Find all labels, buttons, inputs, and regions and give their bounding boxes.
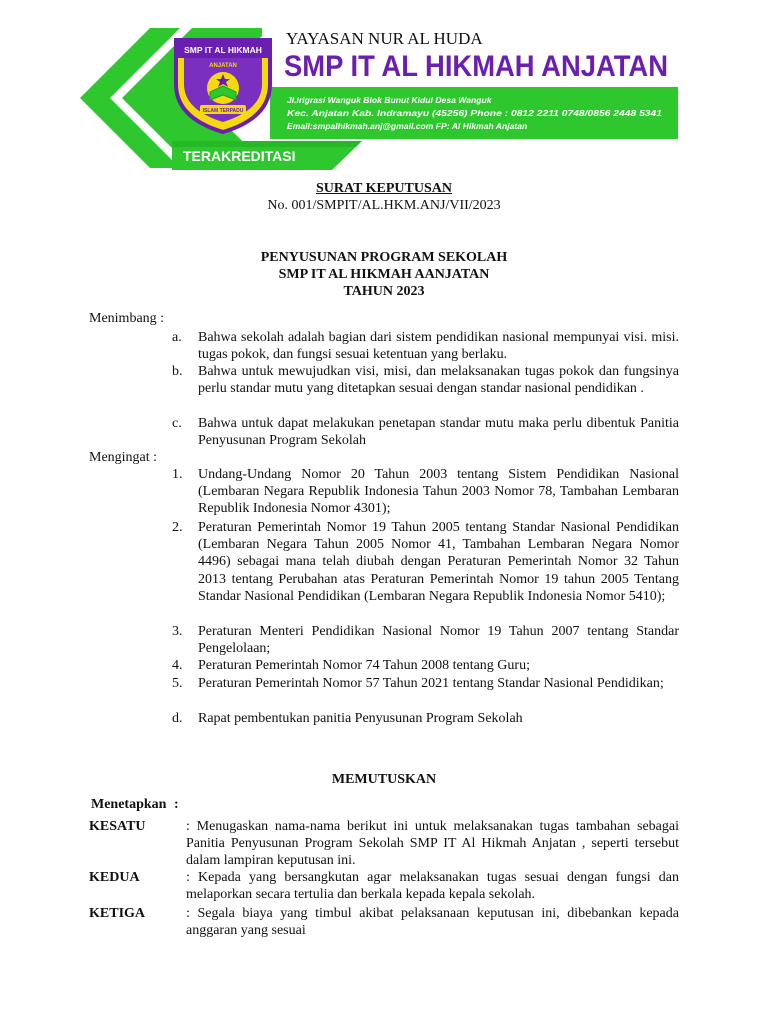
- menimbang-item: [172, 363, 679, 397]
- mengingat-item: [172, 623, 679, 657]
- decision-key: KESATU: [89, 819, 146, 834]
- list-marker: 3.: [172, 624, 183, 639]
- list-item-text: Undang-Undang Nomor 20 Tahun 2003 tentang Sistem Pendidikan Nasional (Lembaran Negara Republik Indonesia Tahun 2003 Nomor 78, Tambahan Lembaran Republik Indonesia Nomor 4301);: [198, 467, 679, 517]
- foundation-name: YAYASAN NUR AL HUDA: [286, 29, 483, 48]
- list-item-text: Peraturan Pemerintah Nomor 74 Tahun 2008 tentang Guru;: [198, 658, 530, 673]
- mengingat-item: [172, 675, 679, 692]
- accreditation-banner-shadow: [172, 141, 362, 147]
- menimbang-item: [172, 329, 679, 363]
- decision-heading: MEMUTUSKAN: [331, 772, 437, 787]
- list-marker: b.: [172, 364, 183, 379]
- mengingat-item: [172, 519, 679, 605]
- menimbang-label: Menimbang :: [89, 311, 165, 326]
- address-line-1: Jl.Irigrasi Wanguk Blok Bunut Kidul Desa Wanguk: [287, 95, 492, 105]
- mengingat-item: [172, 710, 679, 727]
- decision-row: [89, 818, 679, 870]
- logo-ribbon-text: ISLAM TERPADU: [202, 108, 244, 114]
- logo-sub-text: ANJATAN: [209, 63, 237, 69]
- decision-row: [89, 905, 679, 939]
- document-title: SURAT KEPUTUSAN: [315, 181, 452, 196]
- school-name: SMP IT AL HIKMAH ANJATAN: [284, 50, 668, 83]
- decision-text: : Segala biaya yang timbul akibat pelaksanaan keputusan ini, dibebankan kepada anggaran yang sesuai: [186, 906, 679, 939]
- decision-text: : Menugaskan nama-nama berikut ini untuk melaksanakan tugas tambahan sebagai Panitia Penyusunan Program Sekolah SMP IT Al Hikmah Anjatan , seperti tersebut dalam lampiran keputusan ini.: [186, 819, 679, 869]
- mengingat-item: [172, 466, 679, 518]
- logo-top-text: SMP IT AL HIKMAH: [184, 45, 262, 55]
- decision-text: : Kepada yang bersangkutan agar melaksanakan tugas sesuai dengan fungsi dan melaporkan secara tertulia dan berkala kepada kepala sekolah.: [186, 870, 679, 903]
- address-line-2: Kec. Anjatan Kab. Indramayu (45256) Phone : 0812 2211 0748/0856 2448 5341: [287, 108, 663, 118]
- accreditation-label: TERAKREDITASI: [183, 148, 296, 164]
- address-line-3: Email:smpalhikmah.anj@gmail.com FP: Al Hikmah Anjatan: [287, 121, 528, 131]
- list-marker: c.: [172, 416, 182, 431]
- subject-line-3: TAHUN 2023: [343, 284, 425, 299]
- subject-line-2: SMP IT AL HIKMAH AANJATAN: [278, 267, 490, 282]
- list-marker: a.: [172, 330, 182, 345]
- list-item-text: Bahwa sekolah adalah bagian dari sistem pendidikan nasional mempunyai visi. misi. tugas pokok, dan fungsi sesuai ketentuan yang berlaku.: [198, 330, 679, 363]
- letterhead: [0, 0, 768, 180]
- list-marker: d.: [172, 711, 183, 726]
- subject-line-1: PENYUSUNAN PROGRAM SEKOLAH: [260, 250, 508, 265]
- list-item-text: Bahwa untuk dapat melakukan penetapan standar mutu maka perlu dibentuk Panitia Penyusunan Program Sekolah: [198, 416, 679, 449]
- decision-row: [89, 869, 679, 903]
- list-item-text: Peraturan Pemerintah Nomor 19 Tahun 2005 tentang Standar Nasional Pendidikan (Lembaran Negara Tahun 2005 Nomor 41, Tambahan Lembaran Negara Nomor 4496) sebagai mana telah diubah dengan Peraturan Pemerintah Nomor 32 Tahun 2013 tentang Perubahan atas Peraturan Pemerintah Nomor 19 tahun 2005 Tentang Standar Nasional Pendidikan (Lembaran Negara Republik Indonesia Nomor 5410);: [198, 520, 679, 604]
- decision-key: KETIGA: [89, 906, 146, 921]
- list-marker: 4.: [172, 658, 183, 673]
- list-marker: 5.: [172, 676, 183, 691]
- list-item-text: Peraturan Menteri Pendidikan Nasional Nomor 19 Tahun 2007 tentang Standar Pengelolaan;: [198, 624, 679, 657]
- mengingat-label: Mengingat :: [89, 450, 158, 465]
- document-number: No. 001/SMPIT/AL.HKM.ANJ/VII/2023: [267, 198, 501, 213]
- list-marker: 1.: [172, 467, 183, 482]
- list-item-text: Peraturan Pemerintah Nomor 57 Tahun 2021 tentang Standar Nasional Pendidikan;: [198, 676, 664, 691]
- list-item-text: Bahwa untuk mewujudkan visi, misi, dan melaksanakan tugas pokok dan fungsinya perlu standar mutu yang ditetapkan sesuai dengan standar nasional pendidikan .: [198, 364, 679, 397]
- mengingat-item: [172, 657, 679, 674]
- menetapkan-label: Menetapkan :: [91, 797, 179, 812]
- menimbang-item: [172, 415, 679, 449]
- list-item-text: Rapat pembentukan panitia Penyusunan Program Sekolah: [198, 711, 523, 726]
- decision-key: KEDUA: [89, 870, 140, 885]
- list-marker: 2.: [172, 520, 183, 535]
